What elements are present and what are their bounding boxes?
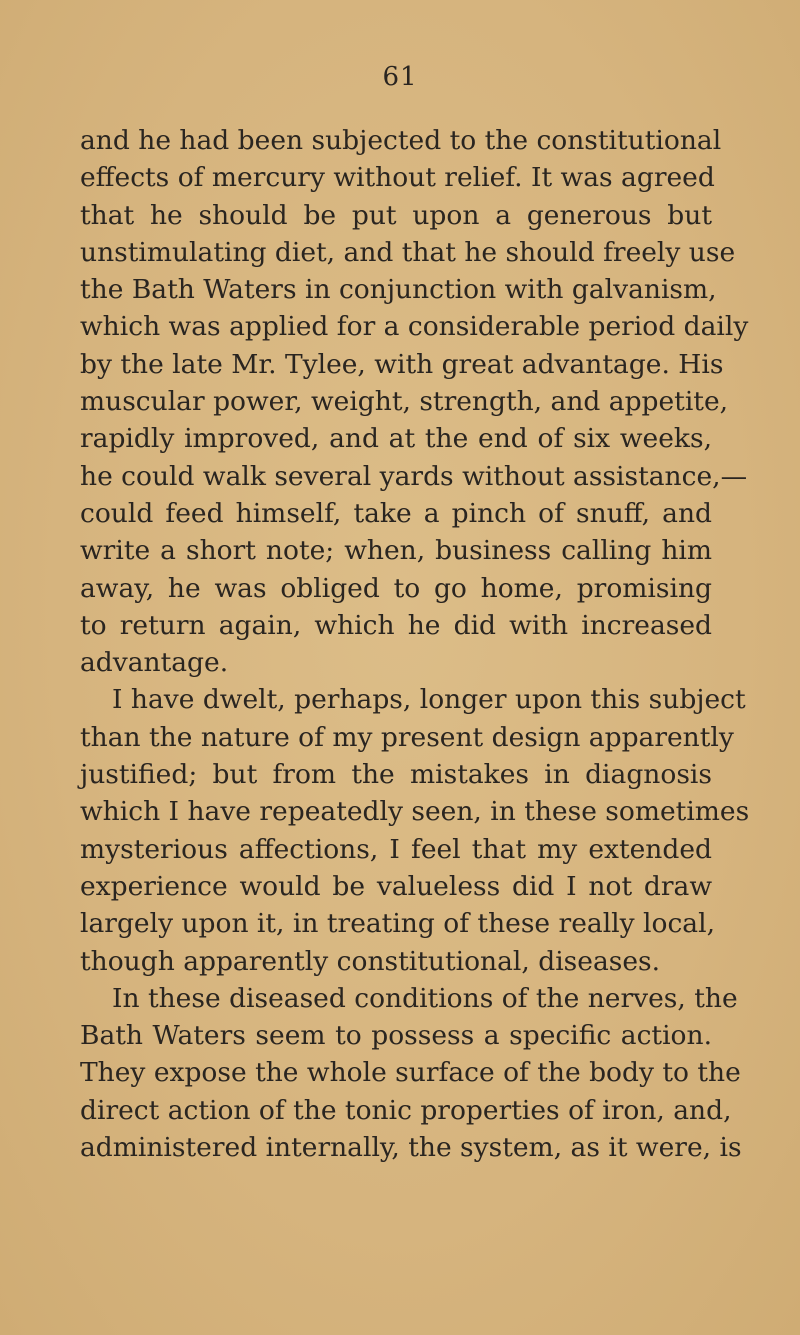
text-line: could feed himself, take a pinch of snuff, and: [80, 497, 712, 529]
text-line: justified; but from the mistakes in diagnosis: [80, 759, 712, 791]
text-line: Bath Waters seem to possess a specific action.: [80, 1020, 712, 1052]
text-line: than the nature of my present design apparently: [80, 721, 734, 753]
text-line: he could walk several yards without assistance,—: [80, 460, 748, 492]
text-line: In these diseased conditions of the nerves, the: [112, 982, 738, 1014]
text-line: advantage.: [80, 647, 229, 679]
text-line: They expose the whole surface of the body to the: [80, 1057, 741, 1089]
body-text: [80, 122, 750, 1166]
text-line: the Bath Waters in conjunction with galvanism,: [80, 274, 717, 306]
text-line: mysterious affections, I feel that my extended: [80, 833, 712, 865]
text-line: direct action of the tonic properties of iron, and,: [80, 1094, 732, 1126]
text-line: experience would be valueless did I not draw: [80, 870, 712, 902]
text-line: rapidly improved, and at the end of six weeks,: [80, 423, 712, 455]
text-line: administered internally, the system, as it were, is: [80, 1132, 742, 1164]
text-line: unstimulating diet, and that he should freely use: [80, 236, 736, 268]
page-number: 61: [382, 62, 418, 92]
text-line: though apparently constitutional, diseases.: [80, 945, 661, 977]
text-line: muscular power, weight, strength, and appetite,: [80, 386, 729, 418]
text-line: to return again, which he did with increased: [80, 609, 712, 641]
text-line: write a short note; when, business calling him: [80, 535, 712, 567]
text-line: that he should be put upon a generous but: [80, 199, 712, 231]
text-line: by the late Mr. Tylee, with great advantage. His: [80, 348, 724, 380]
text-line: which I have repeatedly seen, in these sometimes: [80, 796, 750, 828]
text-line: effects of mercury without relief. It was agreed: [80, 162, 715, 194]
text-line: and he had been subjected to the constitutional: [80, 125, 722, 156]
text-line: I have dwelt, perhaps, longer upon this subject: [112, 684, 746, 716]
text-line: largely upon it, in treating of these really local,: [80, 908, 716, 940]
text-line: which was applied for a considerable period daily: [80, 311, 749, 343]
text-line: away, he was obliged to go home, promising: [80, 572, 712, 604]
